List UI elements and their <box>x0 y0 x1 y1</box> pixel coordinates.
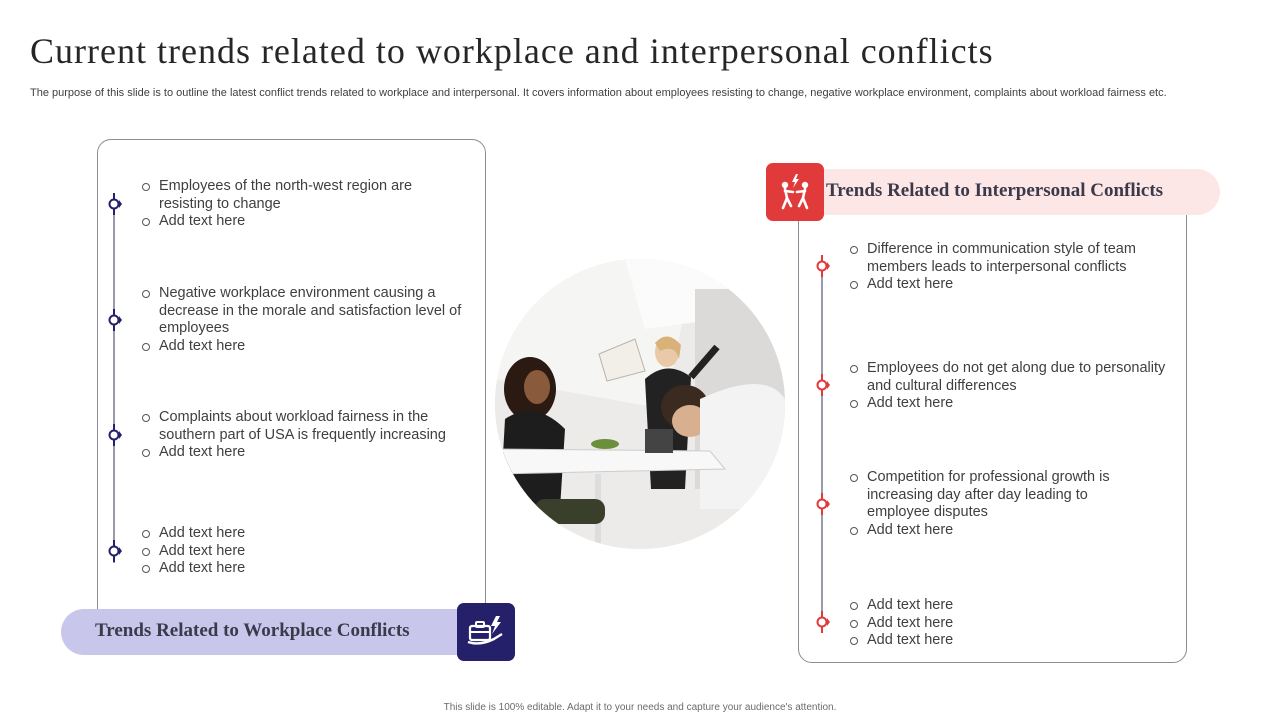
slide-title: Current trends related to workplace and interpersonal conflicts <box>30 31 994 71</box>
interpersonal-marker-1 <box>814 255 830 277</box>
list-item: Add text here <box>850 522 1140 540</box>
list-item: Add text here <box>142 543 462 561</box>
people-fighting-icon <box>766 163 824 221</box>
list-item: Employees of the north-west region are resisting to change <box>142 178 462 213</box>
interpersonal-group-1 <box>850 241 1170 294</box>
workplace-marker-1 <box>106 193 122 215</box>
workplace-marker-2 <box>106 309 122 331</box>
interpersonal-marker-3 <box>814 493 830 515</box>
list-item: Add text here <box>850 276 1170 294</box>
meeting-photo <box>495 259 785 549</box>
workplace-marker-4 <box>106 540 122 562</box>
list-item: Difference in communication style of team members leads to interpersonal conflicts <box>850 241 1170 276</box>
workplace-group-2 <box>142 285 462 355</box>
workplace-heading: Trends Related to Workplace Conflicts <box>95 620 410 641</box>
workplace-timeline-line <box>113 193 115 563</box>
list-item: Add text here <box>850 395 1180 413</box>
interpersonal-marker-2 <box>814 374 830 396</box>
interpersonal-group-4 <box>850 597 1140 650</box>
interpersonal-heading: Trends Related to Interpersonal Conflicts <box>826 180 1164 201</box>
workplace-group-1 <box>142 178 462 231</box>
list-item: Add text here <box>142 525 462 543</box>
workplace-marker-3 <box>106 424 122 446</box>
workplace-group-3 <box>142 409 462 462</box>
list-item: Add text here <box>850 597 1140 615</box>
list-item: Negative workplace environment causing a decrease in the morale and satisfaction level of employees <box>142 285 462 338</box>
interpersonal-timeline-line <box>821 255 823 633</box>
interpersonal-group-3 <box>850 469 1140 539</box>
list-item: Competition for professional growth is increasing day after day leading to employee disputes <box>850 469 1140 522</box>
list-item: Add text here <box>142 444 462 462</box>
list-item: Add text here <box>142 213 462 231</box>
workplace-group-4 <box>142 525 462 578</box>
interpersonal-marker-4 <box>814 611 830 633</box>
list-item: Add text here <box>142 560 462 578</box>
briefcase-conflict-icon <box>457 603 515 661</box>
list-item: Complaints about workload fairness in the southern part of USA is frequently increasing <box>142 409 462 444</box>
interpersonal-group-2 <box>850 360 1180 413</box>
list-item: Add text here <box>850 632 1140 650</box>
list-item: Add text here <box>850 615 1140 633</box>
list-item: Add text here <box>142 338 462 356</box>
slide-footer: This slide is 100% editable. Adapt it to your needs and capture your audience's attention. <box>443 702 837 713</box>
slide-subtitle: The purpose of this slide is to outline the latest conflict trends related to workplace and interpersonal. It covers information about employees resisting to change, negative workplace environment, complaints about workload fairness etc. <box>30 87 1167 99</box>
list-item: Employees do not get along due to personality and cultural differences <box>850 360 1180 395</box>
